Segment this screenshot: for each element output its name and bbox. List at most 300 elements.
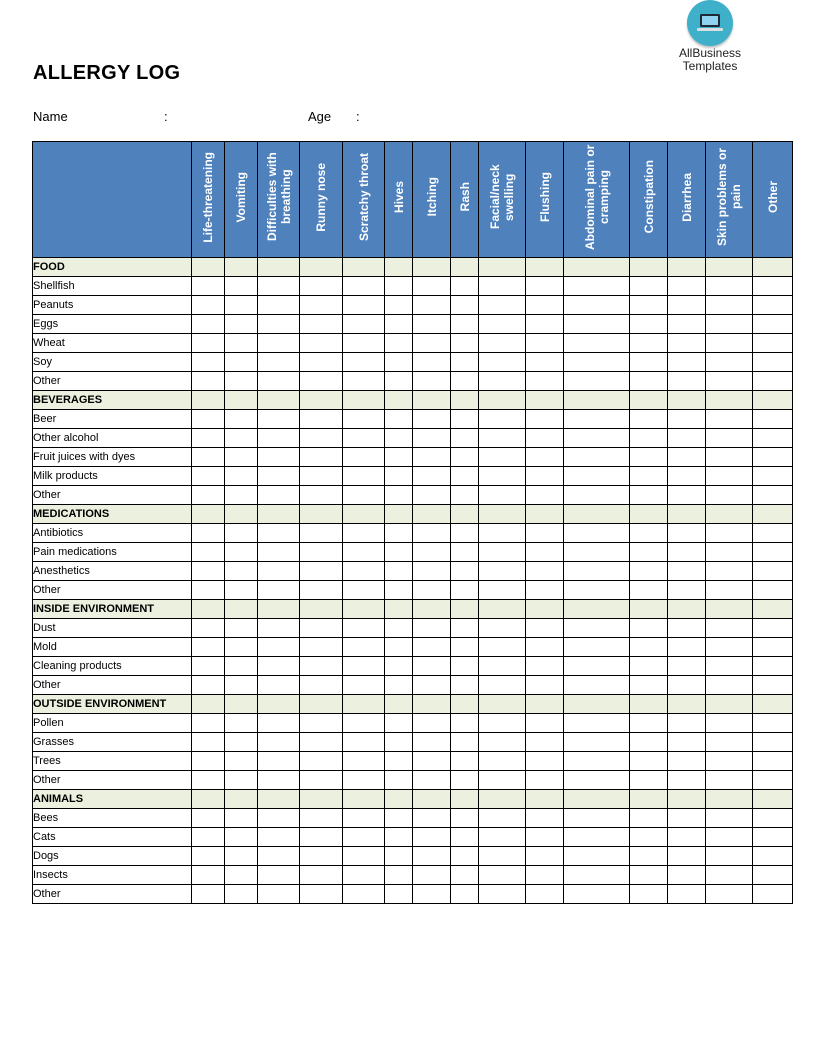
log-cell[interactable] [668,847,706,866]
log-cell[interactable] [630,847,668,866]
log-cell[interactable] [343,828,385,847]
log-cell[interactable] [258,885,300,904]
log-cell[interactable] [385,847,413,866]
log-cell[interactable] [668,543,706,562]
log-cell[interactable] [225,714,258,733]
log-cell[interactable] [706,543,753,562]
log-cell[interactable] [343,847,385,866]
log-cell[interactable] [630,714,668,733]
log-cell[interactable] [258,657,300,676]
log-cell[interactable] [225,467,258,486]
log-cell[interactable] [451,467,479,486]
log-cell[interactable] [192,733,225,752]
log-cell[interactable] [451,866,479,885]
log-cell[interactable] [753,315,793,334]
log-cell[interactable] [668,657,706,676]
log-cell[interactable] [630,733,668,752]
log-cell[interactable] [479,410,526,429]
log-cell[interactable] [706,676,753,695]
log-cell[interactable] [753,277,793,296]
log-cell[interactable] [300,467,343,486]
log-cell[interactable] [225,410,258,429]
log-cell[interactable] [300,809,343,828]
log-cell[interactable] [300,619,343,638]
log-cell[interactable] [564,828,630,847]
log-cell[interactable] [630,296,668,315]
log-cell[interactable] [451,676,479,695]
log-cell[interactable] [630,543,668,562]
log-cell[interactable] [343,866,385,885]
log-cell[interactable] [564,315,630,334]
log-cell[interactable] [668,562,706,581]
log-cell[interactable] [451,562,479,581]
log-cell[interactable] [413,372,451,391]
log-cell[interactable] [258,847,300,866]
log-cell[interactable] [753,866,793,885]
log-cell[interactable] [479,543,526,562]
log-cell[interactable] [413,828,451,847]
log-cell[interactable] [258,771,300,790]
log-cell[interactable] [258,372,300,391]
log-cell[interactable] [753,448,793,467]
log-cell[interactable] [413,315,451,334]
log-cell[interactable] [258,429,300,448]
log-cell[interactable] [630,752,668,771]
log-cell[interactable] [192,372,225,391]
log-cell[interactable] [630,866,668,885]
log-cell[interactable] [225,847,258,866]
log-cell[interactable] [225,296,258,315]
log-cell[interactable] [668,581,706,600]
log-cell[interactable] [413,277,451,296]
log-cell[interactable] [564,486,630,505]
log-cell[interactable] [413,752,451,771]
log-cell[interactable] [225,315,258,334]
log-cell[interactable] [753,524,793,543]
log-cell[interactable] [526,847,564,866]
log-cell[interactable] [668,448,706,467]
log-cell[interactable] [753,410,793,429]
log-cell[interactable] [526,353,564,372]
log-cell[interactable] [706,524,753,543]
log-cell[interactable] [706,296,753,315]
log-cell[interactable] [385,828,413,847]
log-cell[interactable] [753,562,793,581]
log-cell[interactable] [706,657,753,676]
log-cell[interactable] [630,524,668,543]
log-cell[interactable] [451,638,479,657]
log-cell[interactable] [526,315,564,334]
log-cell[interactable] [668,486,706,505]
log-cell[interactable] [479,448,526,467]
log-cell[interactable] [630,429,668,448]
log-cell[interactable] [258,296,300,315]
log-cell[interactable] [300,828,343,847]
log-cell[interactable] [630,828,668,847]
log-cell[interactable] [479,847,526,866]
log-cell[interactable] [258,334,300,353]
log-cell[interactable] [479,866,526,885]
log-cell[interactable] [300,296,343,315]
log-cell[interactable] [258,467,300,486]
log-cell[interactable] [413,619,451,638]
log-cell[interactable] [753,828,793,847]
log-cell[interactable] [192,429,225,448]
log-cell[interactable] [225,828,258,847]
log-cell[interactable] [258,543,300,562]
log-cell[interactable] [630,581,668,600]
log-cell[interactable] [630,619,668,638]
log-cell[interactable] [192,847,225,866]
log-cell[interactable] [479,657,526,676]
log-cell[interactable] [706,752,753,771]
log-cell[interactable] [385,543,413,562]
log-cell[interactable] [451,733,479,752]
log-cell[interactable] [526,619,564,638]
log-cell[interactable] [526,752,564,771]
log-cell[interactable] [451,429,479,448]
log-cell[interactable] [385,372,413,391]
log-cell[interactable] [343,296,385,315]
log-cell[interactable] [753,543,793,562]
log-cell[interactable] [258,562,300,581]
log-cell[interactable] [564,714,630,733]
log-cell[interactable] [526,372,564,391]
log-cell[interactable] [192,296,225,315]
log-cell[interactable] [526,638,564,657]
log-cell[interactable] [451,847,479,866]
log-cell[interactable] [192,543,225,562]
log-cell[interactable] [300,638,343,657]
log-cell[interactable] [753,467,793,486]
log-cell[interactable] [343,524,385,543]
log-cell[interactable] [258,581,300,600]
log-cell[interactable] [668,353,706,372]
log-cell[interactable] [258,752,300,771]
log-cell[interactable] [413,714,451,733]
log-cell[interactable] [451,885,479,904]
log-cell[interactable] [343,315,385,334]
log-cell[interactable] [343,448,385,467]
log-cell[interactable] [300,771,343,790]
log-cell[interactable] [668,467,706,486]
log-cell[interactable] [706,866,753,885]
log-cell[interactable] [413,467,451,486]
log-cell[interactable] [668,752,706,771]
log-cell[interactable] [668,638,706,657]
log-cell[interactable] [385,885,413,904]
log-cell[interactable] [225,809,258,828]
log-cell[interactable] [300,543,343,562]
log-cell[interactable] [479,733,526,752]
log-cell[interactable] [413,733,451,752]
log-cell[interactable] [706,410,753,429]
log-cell[interactable] [385,866,413,885]
log-cell[interactable] [668,277,706,296]
log-cell[interactable] [526,676,564,695]
log-cell[interactable] [668,334,706,353]
log-cell[interactable] [668,315,706,334]
log-cell[interactable] [343,334,385,353]
log-cell[interactable] [753,638,793,657]
log-cell[interactable] [451,828,479,847]
log-cell[interactable] [192,885,225,904]
log-cell[interactable] [630,372,668,391]
log-cell[interactable] [385,429,413,448]
log-cell[interactable] [258,828,300,847]
log-cell[interactable] [526,581,564,600]
log-cell[interactable] [479,296,526,315]
log-cell[interactable] [300,885,343,904]
log-cell[interactable] [564,752,630,771]
log-cell[interactable] [385,676,413,695]
log-cell[interactable] [526,733,564,752]
log-cell[interactable] [451,448,479,467]
log-cell[interactable] [225,581,258,600]
log-cell[interactable] [706,714,753,733]
log-cell[interactable] [343,752,385,771]
log-cell[interactable] [343,714,385,733]
log-cell[interactable] [385,638,413,657]
log-cell[interactable] [192,657,225,676]
log-cell[interactable] [343,657,385,676]
log-cell[interactable] [300,410,343,429]
log-cell[interactable] [225,448,258,467]
log-cell[interactable] [258,866,300,885]
log-cell[interactable] [706,771,753,790]
log-cell[interactable] [668,733,706,752]
log-cell[interactable] [564,771,630,790]
log-cell[interactable] [413,581,451,600]
log-cell[interactable] [526,467,564,486]
log-cell[interactable] [258,524,300,543]
log-cell[interactable] [753,372,793,391]
log-cell[interactable] [668,296,706,315]
log-cell[interactable] [413,847,451,866]
log-cell[interactable] [300,847,343,866]
log-cell[interactable] [192,714,225,733]
log-cell[interactable] [343,771,385,790]
log-cell[interactable] [630,277,668,296]
log-cell[interactable] [706,277,753,296]
log-cell[interactable] [753,847,793,866]
log-cell[interactable] [413,486,451,505]
log-cell[interactable] [451,581,479,600]
log-cell[interactable] [192,334,225,353]
log-cell[interactable] [706,809,753,828]
log-cell[interactable] [451,410,479,429]
log-cell[interactable] [300,524,343,543]
log-cell[interactable] [385,752,413,771]
log-cell[interactable] [564,809,630,828]
log-cell[interactable] [630,448,668,467]
log-cell[interactable] [413,562,451,581]
log-cell[interactable] [479,771,526,790]
log-cell[interactable] [413,809,451,828]
log-cell[interactable] [192,467,225,486]
log-cell[interactable] [706,334,753,353]
log-cell[interactable] [479,429,526,448]
log-cell[interactable] [300,562,343,581]
log-cell[interactable] [706,448,753,467]
log-cell[interactable] [258,353,300,372]
log-cell[interactable] [343,543,385,562]
log-cell[interactable] [385,524,413,543]
log-cell[interactable] [451,315,479,334]
log-cell[interactable] [192,752,225,771]
log-cell[interactable] [451,543,479,562]
log-cell[interactable] [630,410,668,429]
log-cell[interactable] [706,828,753,847]
log-cell[interactable] [564,581,630,600]
log-cell[interactable] [630,334,668,353]
log-cell[interactable] [630,771,668,790]
log-cell[interactable] [668,885,706,904]
log-cell[interactable] [225,543,258,562]
log-cell[interactable] [413,866,451,885]
log-cell[interactable] [564,353,630,372]
log-cell[interactable] [706,562,753,581]
log-cell[interactable] [526,562,564,581]
log-cell[interactable] [343,410,385,429]
log-cell[interactable] [225,619,258,638]
log-cell[interactable] [343,638,385,657]
log-cell[interactable] [225,353,258,372]
log-cell[interactable] [225,429,258,448]
log-cell[interactable] [479,277,526,296]
log-cell[interactable] [564,429,630,448]
log-cell[interactable] [564,657,630,676]
log-cell[interactable] [300,733,343,752]
log-cell[interactable] [706,733,753,752]
log-cell[interactable] [343,733,385,752]
log-cell[interactable] [479,828,526,847]
log-cell[interactable] [385,277,413,296]
log-cell[interactable] [630,809,668,828]
log-cell[interactable] [564,619,630,638]
log-cell[interactable] [706,372,753,391]
log-cell[interactable] [479,619,526,638]
log-cell[interactable] [300,372,343,391]
log-cell[interactable] [343,619,385,638]
log-cell[interactable] [343,809,385,828]
log-cell[interactable] [300,752,343,771]
log-cell[interactable] [564,638,630,657]
log-cell[interactable] [343,467,385,486]
log-cell[interactable] [192,828,225,847]
log-cell[interactable] [343,676,385,695]
log-cell[interactable] [706,315,753,334]
log-cell[interactable] [300,429,343,448]
log-cell[interactable] [706,467,753,486]
log-cell[interactable] [706,429,753,448]
log-cell[interactable] [526,486,564,505]
log-cell[interactable] [526,334,564,353]
log-cell[interactable] [706,353,753,372]
log-cell[interactable] [706,619,753,638]
log-cell[interactable] [753,676,793,695]
log-cell[interactable] [526,296,564,315]
log-cell[interactable] [225,657,258,676]
log-cell[interactable] [192,353,225,372]
log-cell[interactable] [451,372,479,391]
log-cell[interactable] [413,353,451,372]
log-cell[interactable] [300,353,343,372]
log-cell[interactable] [564,467,630,486]
log-cell[interactable] [300,277,343,296]
log-cell[interactable] [192,771,225,790]
log-cell[interactable] [479,524,526,543]
log-cell[interactable] [668,866,706,885]
log-cell[interactable] [479,809,526,828]
log-cell[interactable] [192,410,225,429]
log-cell[interactable] [479,714,526,733]
log-cell[interactable] [668,771,706,790]
log-cell[interactable] [300,334,343,353]
log-cell[interactable] [300,676,343,695]
log-cell[interactable] [451,334,479,353]
log-cell[interactable] [668,714,706,733]
log-cell[interactable] [526,429,564,448]
log-cell[interactable] [413,638,451,657]
log-cell[interactable] [343,581,385,600]
log-cell[interactable] [192,315,225,334]
log-cell[interactable] [479,676,526,695]
log-cell[interactable] [668,619,706,638]
log-cell[interactable] [258,448,300,467]
log-cell[interactable] [564,448,630,467]
log-cell[interactable] [192,638,225,657]
log-cell[interactable] [343,885,385,904]
log-cell[interactable] [225,676,258,695]
log-cell[interactable] [526,885,564,904]
log-cell[interactable] [225,277,258,296]
log-cell[interactable] [451,657,479,676]
log-cell[interactable] [343,372,385,391]
log-cell[interactable] [630,638,668,657]
log-cell[interactable] [668,429,706,448]
log-cell[interactable] [385,619,413,638]
log-cell[interactable] [706,847,753,866]
log-cell[interactable] [225,334,258,353]
log-cell[interactable] [225,752,258,771]
log-cell[interactable] [753,353,793,372]
log-cell[interactable] [526,657,564,676]
log-cell[interactable] [526,543,564,562]
log-cell[interactable] [753,486,793,505]
log-cell[interactable] [526,448,564,467]
log-cell[interactable] [192,524,225,543]
log-cell[interactable] [300,866,343,885]
log-cell[interactable] [385,467,413,486]
log-cell[interactable] [753,714,793,733]
log-cell[interactable] [630,486,668,505]
log-cell[interactable] [385,809,413,828]
log-cell[interactable] [451,619,479,638]
log-cell[interactable] [192,448,225,467]
log-cell[interactable] [706,581,753,600]
log-cell[interactable] [300,486,343,505]
log-cell[interactable] [225,885,258,904]
log-cell[interactable] [451,771,479,790]
log-cell[interactable] [753,809,793,828]
log-cell[interactable] [668,676,706,695]
log-cell[interactable] [479,353,526,372]
log-cell[interactable] [526,866,564,885]
log-cell[interactable] [192,809,225,828]
log-cell[interactable] [192,581,225,600]
log-cell[interactable] [479,752,526,771]
